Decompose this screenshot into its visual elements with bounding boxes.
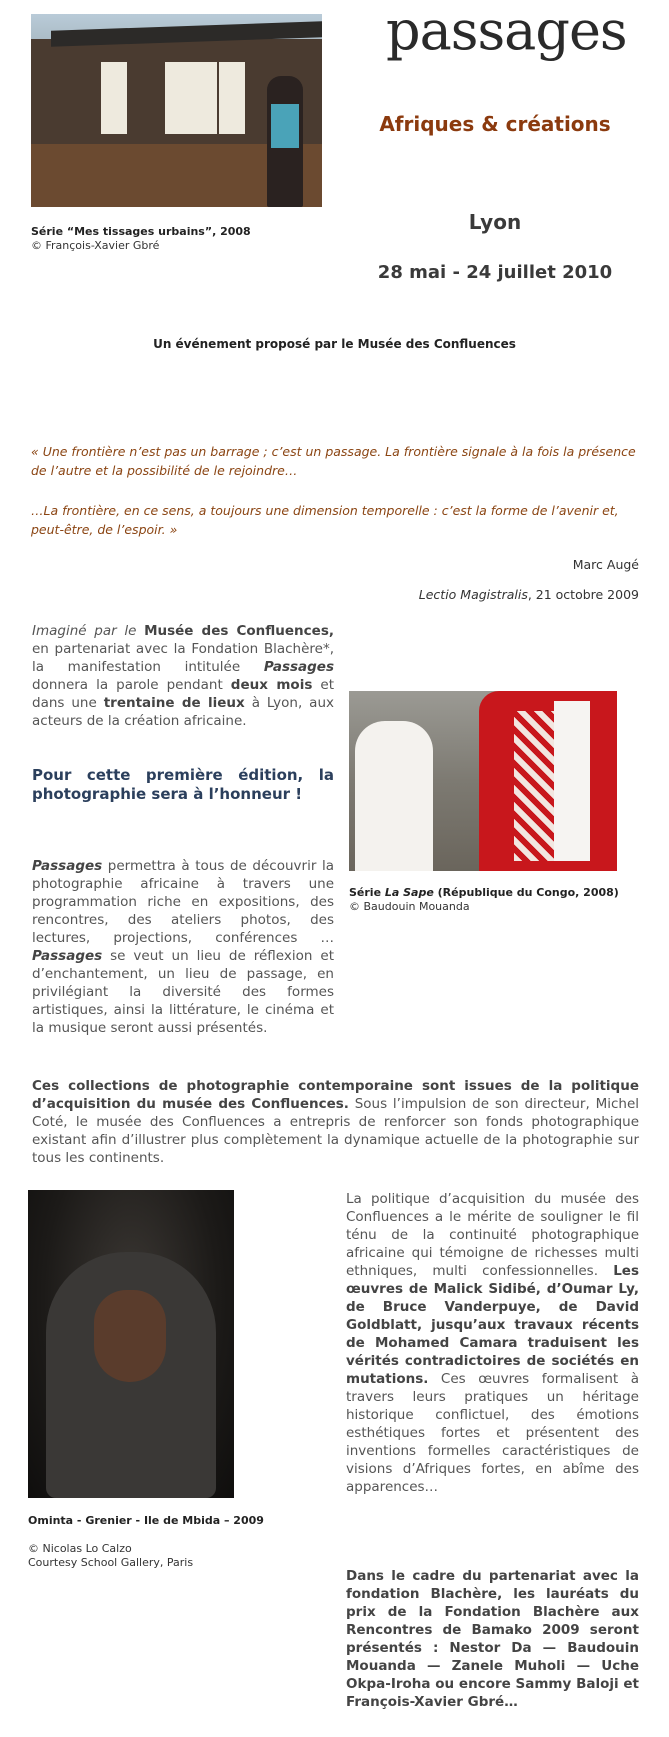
photo1-caption-credit: © François-Xavier Gbré — [31, 239, 160, 252]
intro-t9: à Lyon, aux acteurs de la création africaine. — [32, 695, 335, 729]
collections-paragraph — [32, 1077, 639, 1167]
intro-paragraph — [32, 622, 334, 730]
photo2-caption-suffix: (République du Congo, 2008) — [433, 886, 619, 899]
intro-t1: Imaginé par le — [32, 623, 145, 639]
city: Lyon — [468, 210, 522, 234]
photo2-caption-title: La Sape — [384, 886, 434, 899]
intro-t3: en partenariat avec la Fondation Blachère*, la manifestation intitulée — [32, 641, 334, 675]
photo2-caption-prefix: Série — [349, 886, 385, 899]
program-t4: se veut un lieu de réflexion et d’enchantement, un lieu de passage, en privilégiant la diversité des formes artistiques, ainsi la littérature, le cinéma et la musique seront aussi présentés. — [32, 948, 334, 1036]
photo3-caption — [28, 1514, 328, 1570]
photo-ominta — [28, 1190, 234, 1498]
intro-t7: et dans une — [32, 677, 335, 711]
dates: 28 mai - 24 juillet 2010 — [377, 262, 613, 283]
quote-paragraph-2: …La frontière, en ce sens, a toujours une dimension temporelle : c’est la forme de l’avenir et, peut-être, de l’espoir. » — [31, 503, 619, 537]
laureates-text: Dans le cadre du partenariat avec la fondation Blachère, les lauréats du prix de la Fondation Blachère aux Rencontres de Bamako 2009 seront présentés : Nestor Da — Baudouin Mouanda — Zanele Muholi — Uche Okpa-Iroha ou encore Sammy Baloji et François-Xavier Gbré… — [346, 1568, 639, 1710]
quote-paragraph-1: « Une frontière n’est pas un barrage ; c’est un passage. La frontière signale à la fois la présence de l’autre et la possibilité de le rejoindre… — [31, 444, 636, 478]
photo1-caption-title: Série “Mes tissages urbains”, 2008 — [31, 225, 251, 238]
quote-author: Marc Augé — [572, 557, 639, 572]
collections-bold: Ces collections de photographie contemporaine sont issues de la politique d’acquisition du musée des Confluences. — [32, 1078, 639, 1112]
intro-venues: trentaine de lieux — [103, 695, 245, 711]
photo-mes-tissages-urbains — [31, 14, 322, 207]
policy-artists: Les œuvres de Malick Sidibé, d’Oumar Ly, de Bruce Vanderpuye, de David Goldblatt, jusqu’aux travaux récents de Mohamed Camara traduisent les vérités contradictoires de sociétés en mutations. — [346, 1263, 639, 1387]
logo: passages — [386, 0, 627, 62]
photo1-caption — [31, 225, 331, 253]
intro-passages: Passages — [263, 659, 334, 675]
quote-source — [331, 587, 639, 602]
photo3-caption-credit: © Nicolas Lo Calzo — [28, 1542, 132, 1555]
photo-la-sape — [349, 691, 617, 871]
photo3-caption-courtesy: Courtesy School Gallery, Paris — [28, 1556, 194, 1569]
quote-source-date: , 21 octobre 2009 — [527, 587, 639, 602]
event-line: Un événement proposé par le Musée des Confluences — [153, 337, 516, 351]
intro-museum: Musée des Confluences, — [144, 623, 334, 639]
intro-t5: donnera la parole pendant — [32, 677, 231, 693]
policy-paragraph — [346, 1190, 639, 1496]
subtitle: Afriques & créations — [379, 112, 611, 136]
program-passages-2: Passages — [32, 948, 103, 964]
photo2-caption-credit: © Baudouin Mouanda — [349, 900, 470, 913]
policy-t1: La politique d’acquisition du musée des Confluences a le mérite de souligner le fil ténu de la continuité photographique africaine qui témoigne de richesses multi ethniques, multi confessionnelles. — [346, 1191, 639, 1279]
quote-source-title: Lectio Magistralis — [418, 587, 528, 602]
laureates-paragraph — [346, 1567, 639, 1711]
program-passages-1: Passages — [32, 858, 103, 874]
collections-rest: Sous l’impulsion de son directeur, Michel Coté, le musée des Confluences a entrepris de renforcer son fonds photographique existant afin d’illustrer plus complètement la dynamique actuelle de la photographie sur tous les continents. — [32, 1096, 640, 1166]
photo2-caption — [349, 886, 649, 914]
intro-duration: deux mois — [230, 677, 313, 693]
program-paragraph — [32, 857, 334, 1037]
intro-highlight: Pour cette première édition, la photographie sera à l’honneur ! — [32, 766, 334, 803]
program-t2: permettra à tous de découvrir la photographie africaine à travers une programmation riche en expositions, des rencontres, des ateliers photos, des lectures, projections, conférences … — [32, 858, 334, 946]
policy-t3: Ces œuvres formalisent à travers leurs pratiques un héritage historique conflictuel, des émotions esthétiques fortes et présentent des inventions formelles caractéristiques de visions d’Afriques fortes, en abîme des apparences… — [346, 1371, 639, 1495]
photo3-caption-title: Ominta - Grenier - Ile de Mbida – 2009 — [28, 1514, 264, 1527]
